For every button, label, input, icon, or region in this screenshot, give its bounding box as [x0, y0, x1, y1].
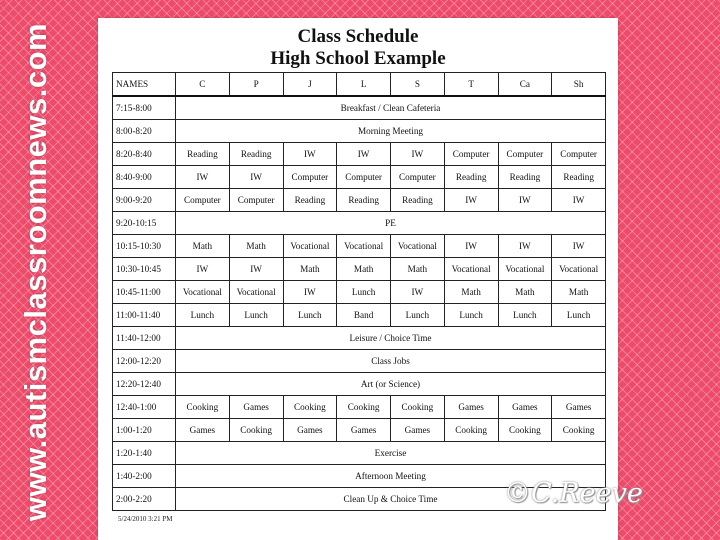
activity-cell: IW — [444, 235, 498, 258]
activity-cell: Vocational — [229, 281, 283, 304]
column-header-l: L — [337, 73, 391, 97]
time-slot-cell: 1:00-1:20 — [113, 419, 176, 442]
activity-cell: Math — [229, 235, 283, 258]
schedule-row — [113, 396, 606, 419]
activity-cell: Games — [391, 419, 445, 442]
page-subtitle: High School Example — [270, 48, 446, 69]
activity-cell: Reading — [444, 166, 498, 189]
time-slot-cell: 12:40-1:00 — [113, 396, 176, 419]
activity-cell: Games — [283, 419, 337, 442]
time-slot-cell: 1:20-1:40 — [113, 442, 176, 465]
activity-cell: Computer — [444, 143, 498, 166]
activity-cell: Vocational — [498, 258, 552, 281]
activity-cell: Math — [283, 258, 337, 281]
activity-cell: IW — [176, 166, 230, 189]
activity-cell: Cooking — [176, 396, 230, 419]
time-slot-cell: 12:00-12:20 — [113, 350, 176, 373]
schedule-row — [113, 143, 606, 166]
time-slot-cell: 9:20-10:15 — [113, 212, 176, 235]
schedule-row — [113, 304, 606, 327]
schedule-body — [113, 96, 606, 511]
activity-cell: IW — [176, 258, 230, 281]
schedule-row — [113, 235, 606, 258]
column-header-sh: Sh — [552, 73, 606, 97]
activity-cell: IW — [498, 189, 552, 212]
activity-cell: Cooking — [391, 396, 445, 419]
column-header-ca: Ca — [498, 73, 552, 97]
activity-cell: Vocational — [337, 235, 391, 258]
activity-cell: Math — [176, 235, 230, 258]
time-slot-cell: 8:20-8:40 — [113, 143, 176, 166]
activity-cell: Band — [337, 304, 391, 327]
activity-cell: IW — [283, 143, 337, 166]
activity-cell: Computer — [391, 166, 445, 189]
activity-cell: Cooking — [444, 419, 498, 442]
activity-cell: Computer — [337, 166, 391, 189]
schedule-row — [113, 373, 606, 396]
activity-cell: Computer — [283, 166, 337, 189]
time-slot-cell: 8:00-8:20 — [113, 120, 176, 143]
activity-cell: Cooking — [283, 396, 337, 419]
activity-cell: IW — [391, 143, 445, 166]
activity-cell: Math — [337, 258, 391, 281]
column-header-s: S — [391, 73, 445, 97]
schedule-row — [113, 258, 606, 281]
schedule-row — [113, 327, 606, 350]
activity-cell: Games — [229, 396, 283, 419]
activity-cell: Reading — [391, 189, 445, 212]
activity-cell: IW — [552, 235, 606, 258]
activity-cell: Games — [498, 396, 552, 419]
activity-cell: Computer — [176, 189, 230, 212]
activity-cell: Reading — [337, 189, 391, 212]
activity-cell: Reading — [283, 189, 337, 212]
print-timestamp: 5/24/2010 3:21 PM — [118, 515, 173, 523]
copyright-watermark: ©C.Reeve — [504, 478, 643, 509]
activity-cell: IW — [229, 166, 283, 189]
whole-class-activity-cell: Breakfast / Clean Cafeteria — [176, 96, 606, 120]
time-slot-cell: 10:30-10:45 — [113, 258, 176, 281]
time-slot-cell: 12:20-12:40 — [113, 373, 176, 396]
schedule-table — [112, 72, 606, 511]
activity-cell: Reading — [552, 166, 606, 189]
activity-cell: Math — [552, 281, 606, 304]
activity-cell: Games — [552, 396, 606, 419]
schedule-row — [113, 189, 606, 212]
activity-cell: Computer — [552, 143, 606, 166]
time-slot-cell: 11:40-12:00 — [113, 327, 176, 350]
activity-cell: Vocational — [444, 258, 498, 281]
time-slot-cell: 10:15-10:30 — [113, 235, 176, 258]
whole-class-activity-cell: Class Jobs — [176, 350, 606, 373]
activity-cell: Vocational — [391, 235, 445, 258]
activity-cell: Lunch — [391, 304, 445, 327]
page-title: Class Schedule — [297, 26, 419, 47]
schedule-row — [113, 442, 606, 465]
schedule-row — [113, 120, 606, 143]
activity-cell: Math — [391, 258, 445, 281]
column-header-p: P — [229, 73, 283, 97]
activity-cell: Vocational — [283, 235, 337, 258]
schedule-row — [113, 350, 606, 373]
activity-cell: Math — [444, 281, 498, 304]
whole-class-activity-cell: Art (or Science) — [176, 373, 606, 396]
activity-cell: Games — [444, 396, 498, 419]
whole-class-activity-cell: PE — [176, 212, 606, 235]
activity-cell: Cooking — [229, 419, 283, 442]
activity-cell: Lunch — [444, 304, 498, 327]
time-slot-cell: 7:15-8:00 — [113, 96, 176, 120]
activity-cell: Lunch — [229, 304, 283, 327]
activity-cell: Games — [337, 419, 391, 442]
column-header-names: NAMES — [113, 73, 176, 97]
whole-class-activity-cell: Afternoon Meeting — [176, 465, 606, 488]
activity-cell: IW — [229, 258, 283, 281]
schedule-row — [113, 419, 606, 442]
activity-cell: IW — [337, 143, 391, 166]
activity-cell: Lunch — [552, 304, 606, 327]
whole-class-activity-cell: Clean Up & Choice Time — [176, 488, 606, 511]
activity-cell: Computer — [498, 143, 552, 166]
schedule-row — [113, 281, 606, 304]
activity-cell: IW — [283, 281, 337, 304]
activity-cell: Math — [498, 281, 552, 304]
activity-cell: Cooking — [498, 419, 552, 442]
time-slot-cell: 8:40-9:00 — [113, 166, 176, 189]
time-slot-cell: 1:40-2:00 — [113, 465, 176, 488]
column-header-j: J — [283, 73, 337, 97]
time-slot-cell: 9:00-9:20 — [113, 189, 176, 212]
activity-cell: Vocational — [552, 258, 606, 281]
schedule-row — [113, 166, 606, 189]
time-slot-cell: 2:00-2:20 — [113, 488, 176, 511]
activity-cell: IW — [552, 189, 606, 212]
activity-cell: Cooking — [552, 419, 606, 442]
activity-cell: Reading — [498, 166, 552, 189]
activity-cell: IW — [498, 235, 552, 258]
whole-class-activity-cell: Morning Meeting — [176, 120, 606, 143]
activity-cell: Lunch — [337, 281, 391, 304]
activity-cell: Lunch — [176, 304, 230, 327]
activity-cell: IW — [391, 281, 445, 304]
activity-cell: Lunch — [283, 304, 337, 327]
whole-class-activity-cell: Leisure / Choice Time — [176, 327, 606, 350]
time-slot-cell: 11:00-11:40 — [113, 304, 176, 327]
whole-class-activity-cell: Exercise — [176, 442, 606, 465]
column-header-c: C — [176, 73, 230, 97]
time-slot-cell: 10:45-11:00 — [113, 281, 176, 304]
website-url-text: www.autismclassroomnews.com — [18, 22, 53, 522]
schedule-row — [113, 96, 606, 120]
activity-cell: Games — [176, 419, 230, 442]
schedule-row — [113, 212, 606, 235]
activity-cell: Vocational — [176, 281, 230, 304]
header-row — [113, 73, 606, 97]
activity-cell: Cooking — [337, 396, 391, 419]
activity-cell: Reading — [229, 143, 283, 166]
activity-cell: Reading — [176, 143, 230, 166]
activity-cell: Lunch — [498, 304, 552, 327]
schedule-page — [98, 18, 618, 540]
activity-cell: IW — [444, 189, 498, 212]
column-header-t: T — [444, 73, 498, 97]
activity-cell: Computer — [229, 189, 283, 212]
